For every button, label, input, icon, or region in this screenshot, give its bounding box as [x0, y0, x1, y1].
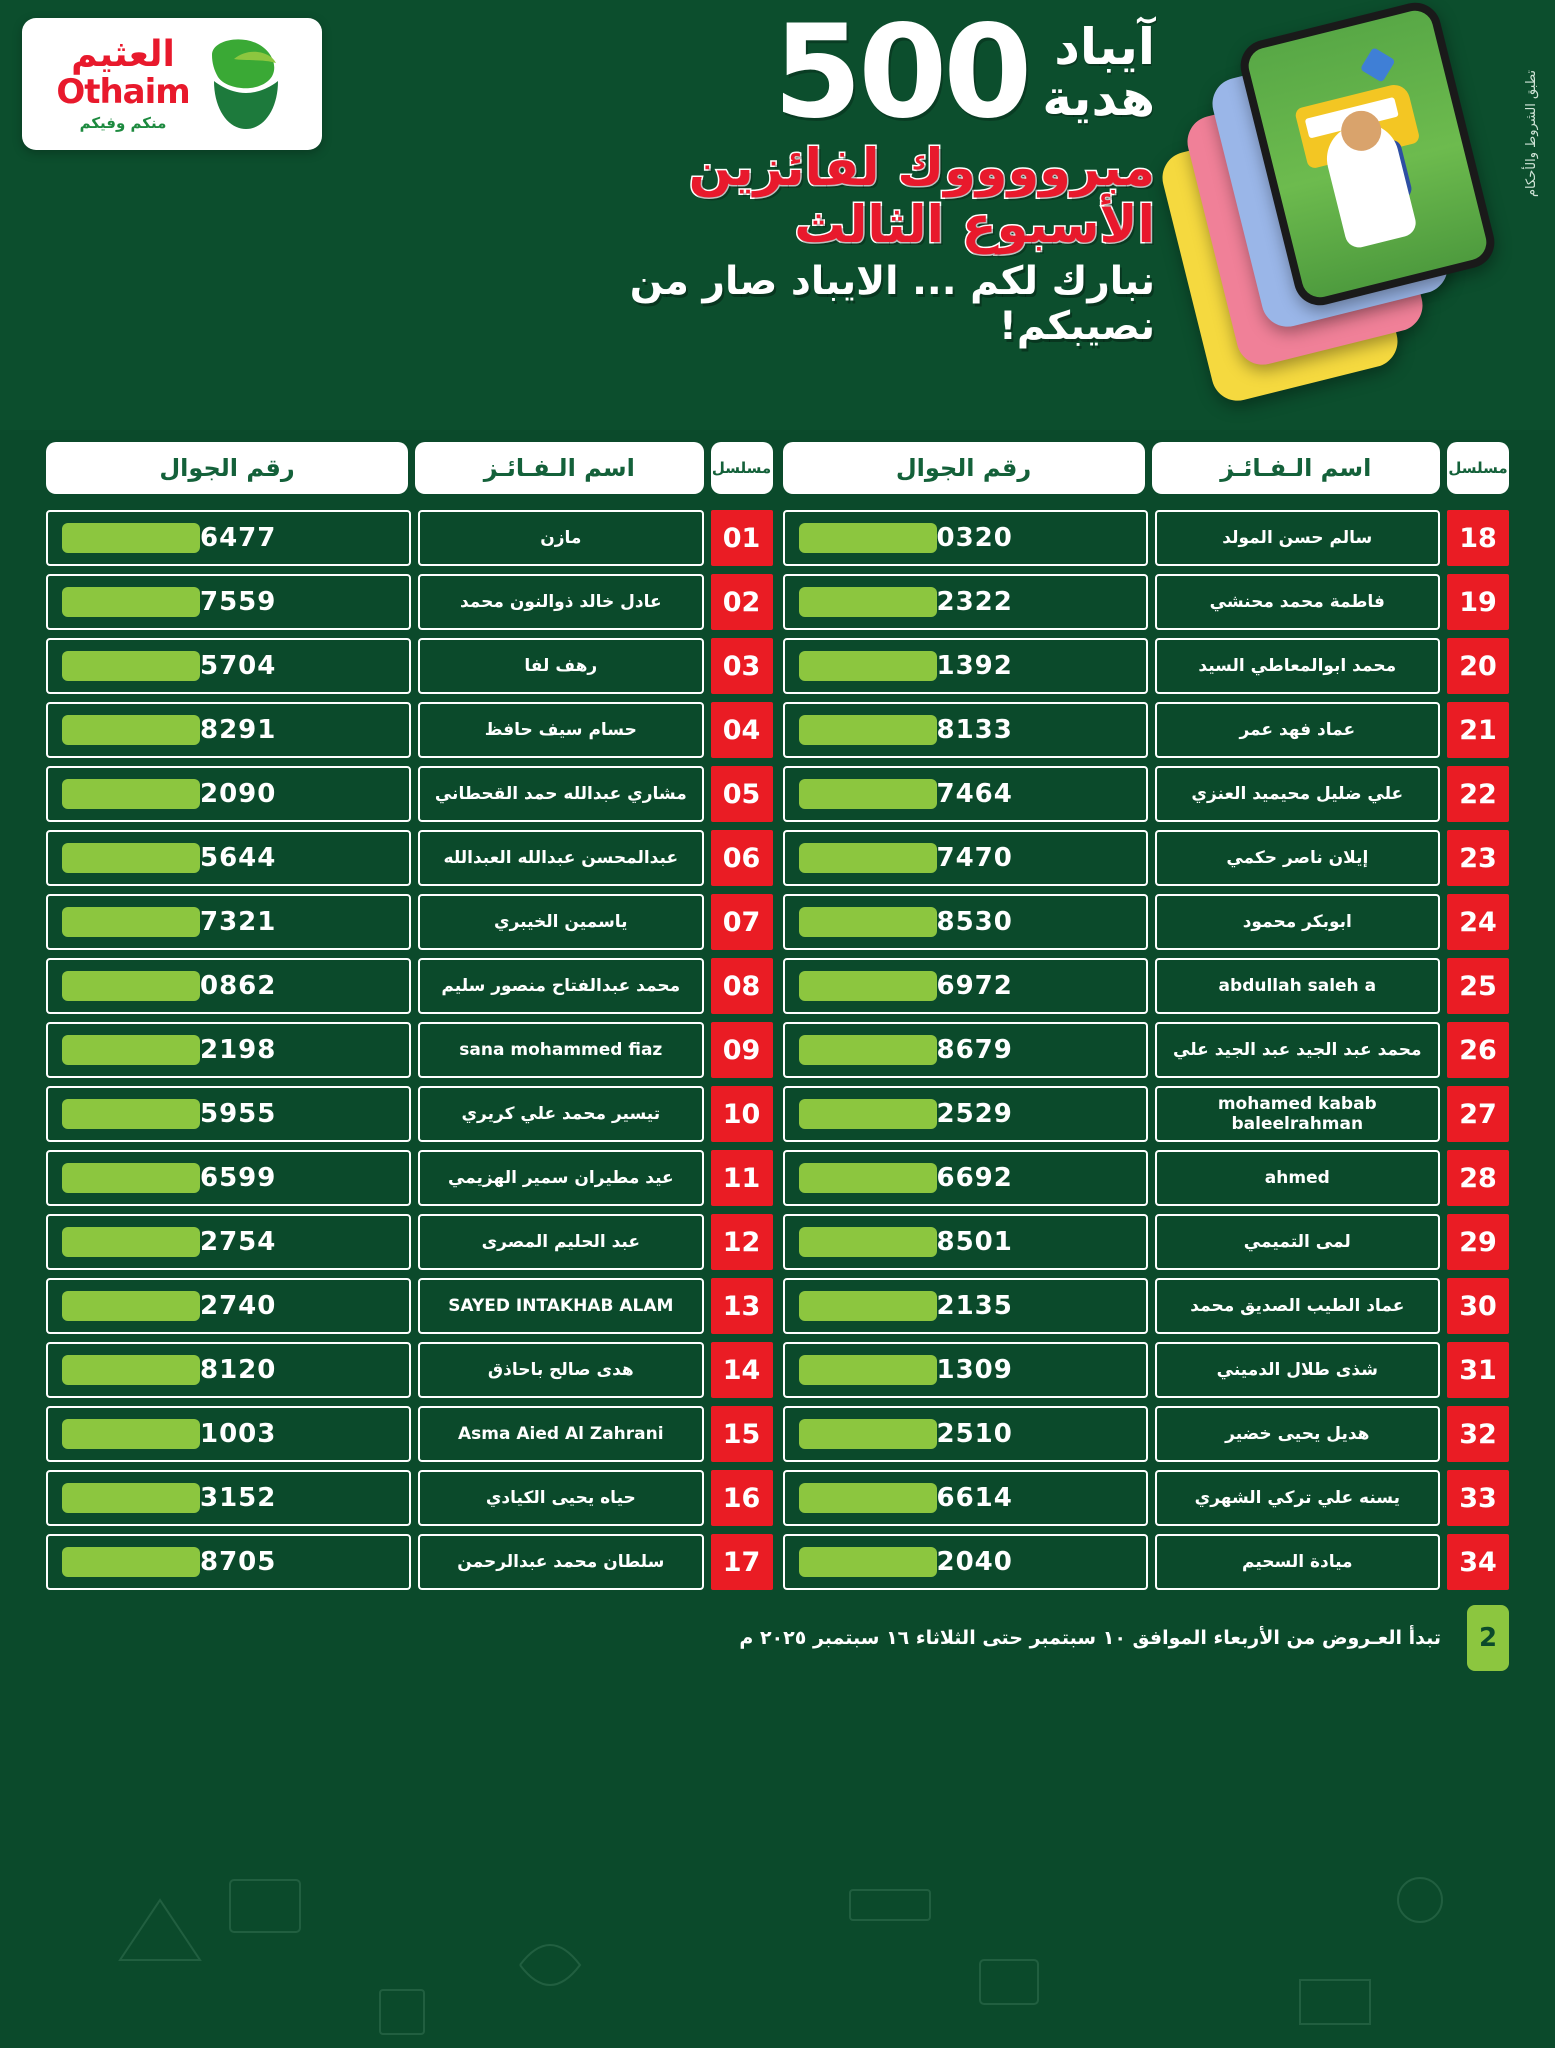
- phone-last-digits: 8291: [200, 715, 277, 745]
- cell-phone-number: [46, 1342, 411, 1398]
- phone-redaction-bar: [62, 1035, 200, 1065]
- cell-serial: 21: [1447, 702, 1509, 758]
- cell-phone-number: [783, 1214, 1148, 1270]
- cell-phone-number: [783, 1534, 1148, 1590]
- table-row: [46, 702, 773, 758]
- brand-name-english: Othaim: [56, 72, 190, 112]
- cell-phone-number: [46, 1534, 411, 1590]
- phone-last-digits: 2040: [936, 1547, 1013, 1577]
- cell-winner-name: إيلان ناصر حكمي: [1155, 830, 1440, 886]
- table-row: [783, 1022, 1510, 1078]
- phone-redaction-bar: [799, 1547, 937, 1577]
- brand-logo: [22, 18, 322, 150]
- cell-winner-name: sana mohammed fiaz: [418, 1022, 703, 1078]
- cell-serial: 25: [1447, 958, 1509, 1014]
- table-row: [783, 1086, 1510, 1142]
- winners-table-left: [783, 442, 1510, 1590]
- phone-last-digits: 0862: [200, 971, 277, 1001]
- cell-winner-name: ابوبكر محمود: [1155, 894, 1440, 950]
- cell-winner-name: عبدالمحسن عبدالله العبدالله: [418, 830, 703, 886]
- cell-serial: 08: [711, 958, 773, 1014]
- phone-redaction-bar: [799, 907, 937, 937]
- cell-serial: 19: [1447, 574, 1509, 630]
- cell-phone-number: [783, 638, 1148, 694]
- cell-serial: 34: [1447, 1534, 1509, 1590]
- table-row: [46, 1086, 773, 1142]
- phone-redaction-bar: [799, 1483, 937, 1513]
- phone-redaction-bar: [799, 1035, 937, 1065]
- phone-last-digits: 2322: [936, 587, 1013, 617]
- phone-last-digits: 8705: [200, 1547, 277, 1577]
- table-row: [46, 510, 773, 566]
- phone-last-digits: 8501: [936, 1227, 1013, 1257]
- phone-redaction-bar: [799, 779, 937, 809]
- phone-last-digits: 1309: [936, 1355, 1013, 1385]
- phone-last-digits: 7559: [200, 587, 277, 617]
- phone-last-digits: 8530: [936, 907, 1013, 937]
- phone-redaction-bar: [799, 651, 937, 681]
- phone-last-digits: 1392: [936, 651, 1013, 681]
- cell-winner-name: محمد ابوالمعاطي السيد: [1155, 638, 1440, 694]
- cell-phone-number: [46, 638, 411, 694]
- column-header-name-left: اسم الـفـائـز: [1152, 442, 1440, 494]
- cell-serial: 11: [711, 1150, 773, 1206]
- cell-phone-number: [783, 1406, 1148, 1462]
- phone-redaction-bar: [799, 1291, 937, 1321]
- table-row: [783, 574, 1510, 630]
- cell-serial: 16: [711, 1470, 773, 1526]
- phone-redaction-bar: [62, 1419, 200, 1449]
- page-footer: [0, 1590, 1555, 1686]
- cell-serial: 05: [711, 766, 773, 822]
- table-row: [783, 1470, 1510, 1526]
- table-row: [46, 1022, 773, 1078]
- cell-winner-name: فاطمة محمد محنشي: [1155, 574, 1440, 630]
- cell-phone-number: [46, 894, 411, 950]
- phone-redaction-bar: [799, 1163, 937, 1193]
- cell-winner-name: عبد الحليم المصرى: [418, 1214, 703, 1270]
- phone-last-digits: 7464: [936, 779, 1013, 809]
- cell-serial: 32: [1447, 1406, 1509, 1462]
- cell-phone-number: [46, 958, 411, 1014]
- phone-last-digits: 6599: [200, 1163, 277, 1193]
- cell-serial: 12: [711, 1214, 773, 1270]
- phone-redaction-bar: [62, 907, 200, 937]
- page-number-badge: 2: [1467, 1605, 1509, 1671]
- cell-phone-number: [46, 1406, 411, 1462]
- offer-period-note: تبدأ العـروض من الأربعاء الموافق ١٠ سبتمبر حتى الثلاثاء ١٦ سبتمبر ٢٠٢٥ م: [739, 1627, 1441, 1649]
- table-row: [783, 830, 1510, 886]
- cell-phone-number: [783, 830, 1148, 886]
- phone-last-digits: 2740: [200, 1291, 277, 1321]
- promo-header: [0, 0, 1555, 430]
- gift-count-number: 500: [773, 0, 1029, 147]
- table-row: [783, 1406, 1510, 1462]
- cell-winner-name: محمد عبد الجيد عبد الجيد علي: [1155, 1022, 1440, 1078]
- phone-last-digits: 5955: [200, 1099, 277, 1129]
- table-header-row-left: [783, 442, 1510, 494]
- phone-last-digits: 6614: [936, 1483, 1013, 1513]
- headline-block: [505, 0, 1155, 350]
- cell-phone-number: [783, 1342, 1148, 1398]
- cell-winner-name: SAYED INTAKHAB ALAM: [418, 1278, 703, 1334]
- phone-redaction-bar: [799, 843, 937, 873]
- cell-winner-name: مشاري عبدالله حمد القحطاني: [418, 766, 703, 822]
- gift-words: [1042, 17, 1155, 127]
- cell-phone-number: [783, 766, 1148, 822]
- table-row: [46, 638, 773, 694]
- table-row: [783, 702, 1510, 758]
- cell-serial: 29: [1447, 1214, 1509, 1270]
- cell-phone-number: [46, 1086, 411, 1142]
- table-row: [46, 830, 773, 886]
- table-row: [783, 1150, 1510, 1206]
- brand-tagline: منكم وفيكم: [79, 114, 167, 132]
- phone-redaction-bar: [62, 523, 200, 553]
- cell-winner-name: هديل يحيى خضير: [1155, 1406, 1440, 1462]
- cell-serial: 24: [1447, 894, 1509, 950]
- cell-serial: 03: [711, 638, 773, 694]
- cell-winner-name: ميادة السحيم: [1155, 1534, 1440, 1590]
- cell-serial: 22: [1447, 766, 1509, 822]
- cell-phone-number: [783, 574, 1148, 630]
- table-row: [46, 1534, 773, 1590]
- cell-phone-number: [783, 1278, 1148, 1334]
- cell-winner-name: شذى طلال الدميني: [1155, 1342, 1440, 1398]
- phone-redaction-bar: [799, 1099, 937, 1129]
- column-header-phone-right: رقم الجوال: [46, 442, 408, 494]
- winners-tables: [0, 430, 1555, 1590]
- table-row: [783, 766, 1510, 822]
- cell-serial: 20: [1447, 638, 1509, 694]
- table-row: [783, 1342, 1510, 1398]
- cell-winner-name: ياسمين الخيبري: [418, 894, 703, 950]
- cell-phone-number: [46, 702, 411, 758]
- gift-count-line: [505, 0, 1155, 147]
- cell-phone-number: [783, 1150, 1148, 1206]
- cell-winner-name: abdullah saleh a: [1155, 958, 1440, 1014]
- phone-redaction-bar: [62, 1355, 200, 1385]
- phone-redaction-bar: [62, 1291, 200, 1321]
- phone-redaction-bar: [62, 779, 200, 809]
- phone-redaction-bar: [62, 1483, 200, 1513]
- cell-serial: 13: [711, 1278, 773, 1334]
- phone-redaction-bar: [62, 1227, 200, 1257]
- congratulations-headline: مبرووووك لفائزين الأسبوع الثالث: [688, 138, 1155, 255]
- table-row: [46, 894, 773, 950]
- cell-serial: 15: [711, 1406, 773, 1462]
- cell-serial: 31: [1447, 1342, 1509, 1398]
- congratulations-subheadline: نبارك لكم ... الايباد صار من نصيبكم!: [629, 258, 1155, 349]
- phone-last-digits: 8120: [200, 1355, 277, 1385]
- phone-last-digits: 2135: [936, 1291, 1013, 1321]
- gift-word-gift: هدية: [1042, 68, 1155, 127]
- cell-serial: 10: [711, 1086, 773, 1142]
- phone-redaction-bar: [62, 843, 200, 873]
- table-row: [783, 1534, 1510, 1590]
- cell-phone-number: [783, 510, 1148, 566]
- cell-winner-name: Asma Aied Al Zahrani: [418, 1406, 703, 1462]
- cell-winner-name: عادل خالد ذوالنون محمد: [418, 574, 703, 630]
- cell-winner-name: مازن: [418, 510, 703, 566]
- cell-winner-name: ahmed: [1155, 1150, 1440, 1206]
- phone-redaction-bar: [62, 587, 200, 617]
- table-header-row-right: [46, 442, 773, 494]
- othaim-logo-mark: [204, 37, 288, 131]
- phone-last-digits: 0320: [936, 523, 1013, 553]
- table-row: [46, 1214, 773, 1270]
- phone-last-digits: 1003: [200, 1419, 277, 1449]
- cell-serial: 07: [711, 894, 773, 950]
- phone-last-digits: 6692: [936, 1163, 1013, 1193]
- table-row: [46, 574, 773, 630]
- cell-phone-number: [783, 958, 1148, 1014]
- phone-last-digits: 8679: [936, 1035, 1013, 1065]
- table-row: [46, 1278, 773, 1334]
- table-row: [46, 766, 773, 822]
- phone-redaction-bar: [799, 523, 937, 553]
- cell-phone-number: [46, 574, 411, 630]
- phone-last-digits: 6477: [200, 523, 277, 553]
- phone-last-digits: 2510: [936, 1419, 1013, 1449]
- phone-redaction-bar: [799, 587, 937, 617]
- phone-redaction-bar: [799, 1355, 937, 1385]
- brand-logo-text: [56, 34, 190, 132]
- cell-phone-number: [46, 510, 411, 566]
- cell-winner-name: يسنه علي تركي الشهري: [1155, 1470, 1440, 1526]
- cell-serial: 06: [711, 830, 773, 886]
- phone-last-digits: 8133: [936, 715, 1013, 745]
- column-header-name-right: اسم الـفـائـز: [415, 442, 703, 494]
- phone-last-digits: 2090: [200, 779, 277, 809]
- phone-redaction-bar: [799, 1419, 937, 1449]
- cell-phone-number: [46, 1214, 411, 1270]
- cell-phone-number: [46, 1278, 411, 1334]
- cell-winner-name: عماد الطيب الصديق محمد: [1155, 1278, 1440, 1334]
- gift-word-ipad: آيباد: [1054, 17, 1155, 76]
- cell-phone-number: [783, 702, 1148, 758]
- table-row: [46, 1150, 773, 1206]
- table-body-right: [46, 502, 773, 1590]
- table-body-left: [783, 502, 1510, 1590]
- phone-last-digits: 5704: [200, 651, 277, 681]
- cell-winner-name: عيد مطيران سمير الهزيمي: [418, 1150, 703, 1206]
- table-row: [783, 958, 1510, 1014]
- phone-redaction-bar: [799, 715, 937, 745]
- cell-serial: 28: [1447, 1150, 1509, 1206]
- cell-phone-number: [783, 894, 1148, 950]
- cell-phone-number: [783, 1022, 1148, 1078]
- cell-serial: 09: [711, 1022, 773, 1078]
- cell-phone-number: [46, 1022, 411, 1078]
- cell-serial: 02: [711, 574, 773, 630]
- cell-winner-name: حسام سيف حافظ: [418, 702, 703, 758]
- cell-serial: 01: [711, 510, 773, 566]
- phone-last-digits: 2529: [936, 1099, 1013, 1129]
- tablet-stack-illustration: [1165, 10, 1465, 380]
- cell-phone-number: [783, 1470, 1148, 1526]
- cell-serial: 26: [1447, 1022, 1509, 1078]
- phone-redaction-bar: [62, 651, 200, 681]
- phone-last-digits: 2754: [200, 1227, 277, 1257]
- cell-phone-number: [783, 1086, 1148, 1142]
- cell-winner-name: هدى صالح باحاذق: [418, 1342, 703, 1398]
- cell-serial: 04: [711, 702, 773, 758]
- phone-last-digits: 7321: [200, 907, 277, 937]
- cell-serial: 33: [1447, 1470, 1509, 1526]
- winners-table-right: [46, 442, 773, 1590]
- cell-winner-name: سلطان محمد عبدالرحمن: [418, 1534, 703, 1590]
- column-header-serial-left: مسلسل: [1447, 442, 1509, 494]
- phone-redaction-bar: [62, 971, 200, 1001]
- cell-winner-name: رهف لفا: [418, 638, 703, 694]
- table-row: [46, 1406, 773, 1462]
- cell-winner-name: علي ضليل محيميد العنزي: [1155, 766, 1440, 822]
- cell-serial: 30: [1447, 1278, 1509, 1334]
- phone-last-digits: 5644: [200, 843, 277, 873]
- cell-serial: 27: [1447, 1086, 1509, 1142]
- table-row: [783, 1214, 1510, 1270]
- column-header-serial-right: مسلسل: [711, 442, 773, 494]
- table-row: [46, 958, 773, 1014]
- cell-phone-number: [46, 830, 411, 886]
- cell-winner-name: تيسير محمد علي كريري: [418, 1086, 703, 1142]
- cell-winner-name: حياه يحيى الكيادي: [418, 1470, 703, 1526]
- brand-name-arabic: العثيم: [71, 34, 175, 75]
- cell-serial: 23: [1447, 830, 1509, 886]
- cell-winner-name: عماد فهد عمر: [1155, 702, 1440, 758]
- table-row: [783, 894, 1510, 950]
- phone-last-digits: 7470: [936, 843, 1013, 873]
- table-row: [783, 638, 1510, 694]
- table-row: [46, 1342, 773, 1398]
- cell-serial: 18: [1447, 510, 1509, 566]
- table-row: [46, 1470, 773, 1526]
- phone-redaction-bar: [799, 1227, 937, 1257]
- cell-winner-name: mohamed kabab baleelrahman: [1155, 1086, 1440, 1142]
- cell-serial: 14: [711, 1342, 773, 1398]
- phone-last-digits: 6972: [936, 971, 1013, 1001]
- cell-winner-name: لمى التميمي: [1155, 1214, 1440, 1270]
- cell-winner-name: سالم حسن المولد: [1155, 510, 1440, 566]
- cell-winner-name: محمد عبدالفتاح منصور سليم: [418, 958, 703, 1014]
- phone-redaction-bar: [62, 1163, 200, 1193]
- phone-last-digits: 3152: [200, 1483, 277, 1513]
- kite-icon: [1360, 47, 1396, 83]
- cell-serial: 17: [711, 1534, 773, 1590]
- cell-phone-number: [46, 766, 411, 822]
- phone-redaction-bar: [62, 1547, 200, 1577]
- terms-note: تطبق الشروط والأحكام: [1524, 70, 1539, 197]
- phone-redaction-bar: [62, 1099, 200, 1129]
- table-row: [783, 510, 1510, 566]
- phone-last-digits: 2198: [200, 1035, 277, 1065]
- table-row: [783, 1278, 1510, 1334]
- phone-redaction-bar: [62, 715, 200, 745]
- column-header-phone-left: رقم الجوال: [783, 442, 1145, 494]
- cell-phone-number: [46, 1470, 411, 1526]
- phone-redaction-bar: [799, 971, 937, 1001]
- cell-phone-number: [46, 1150, 411, 1206]
